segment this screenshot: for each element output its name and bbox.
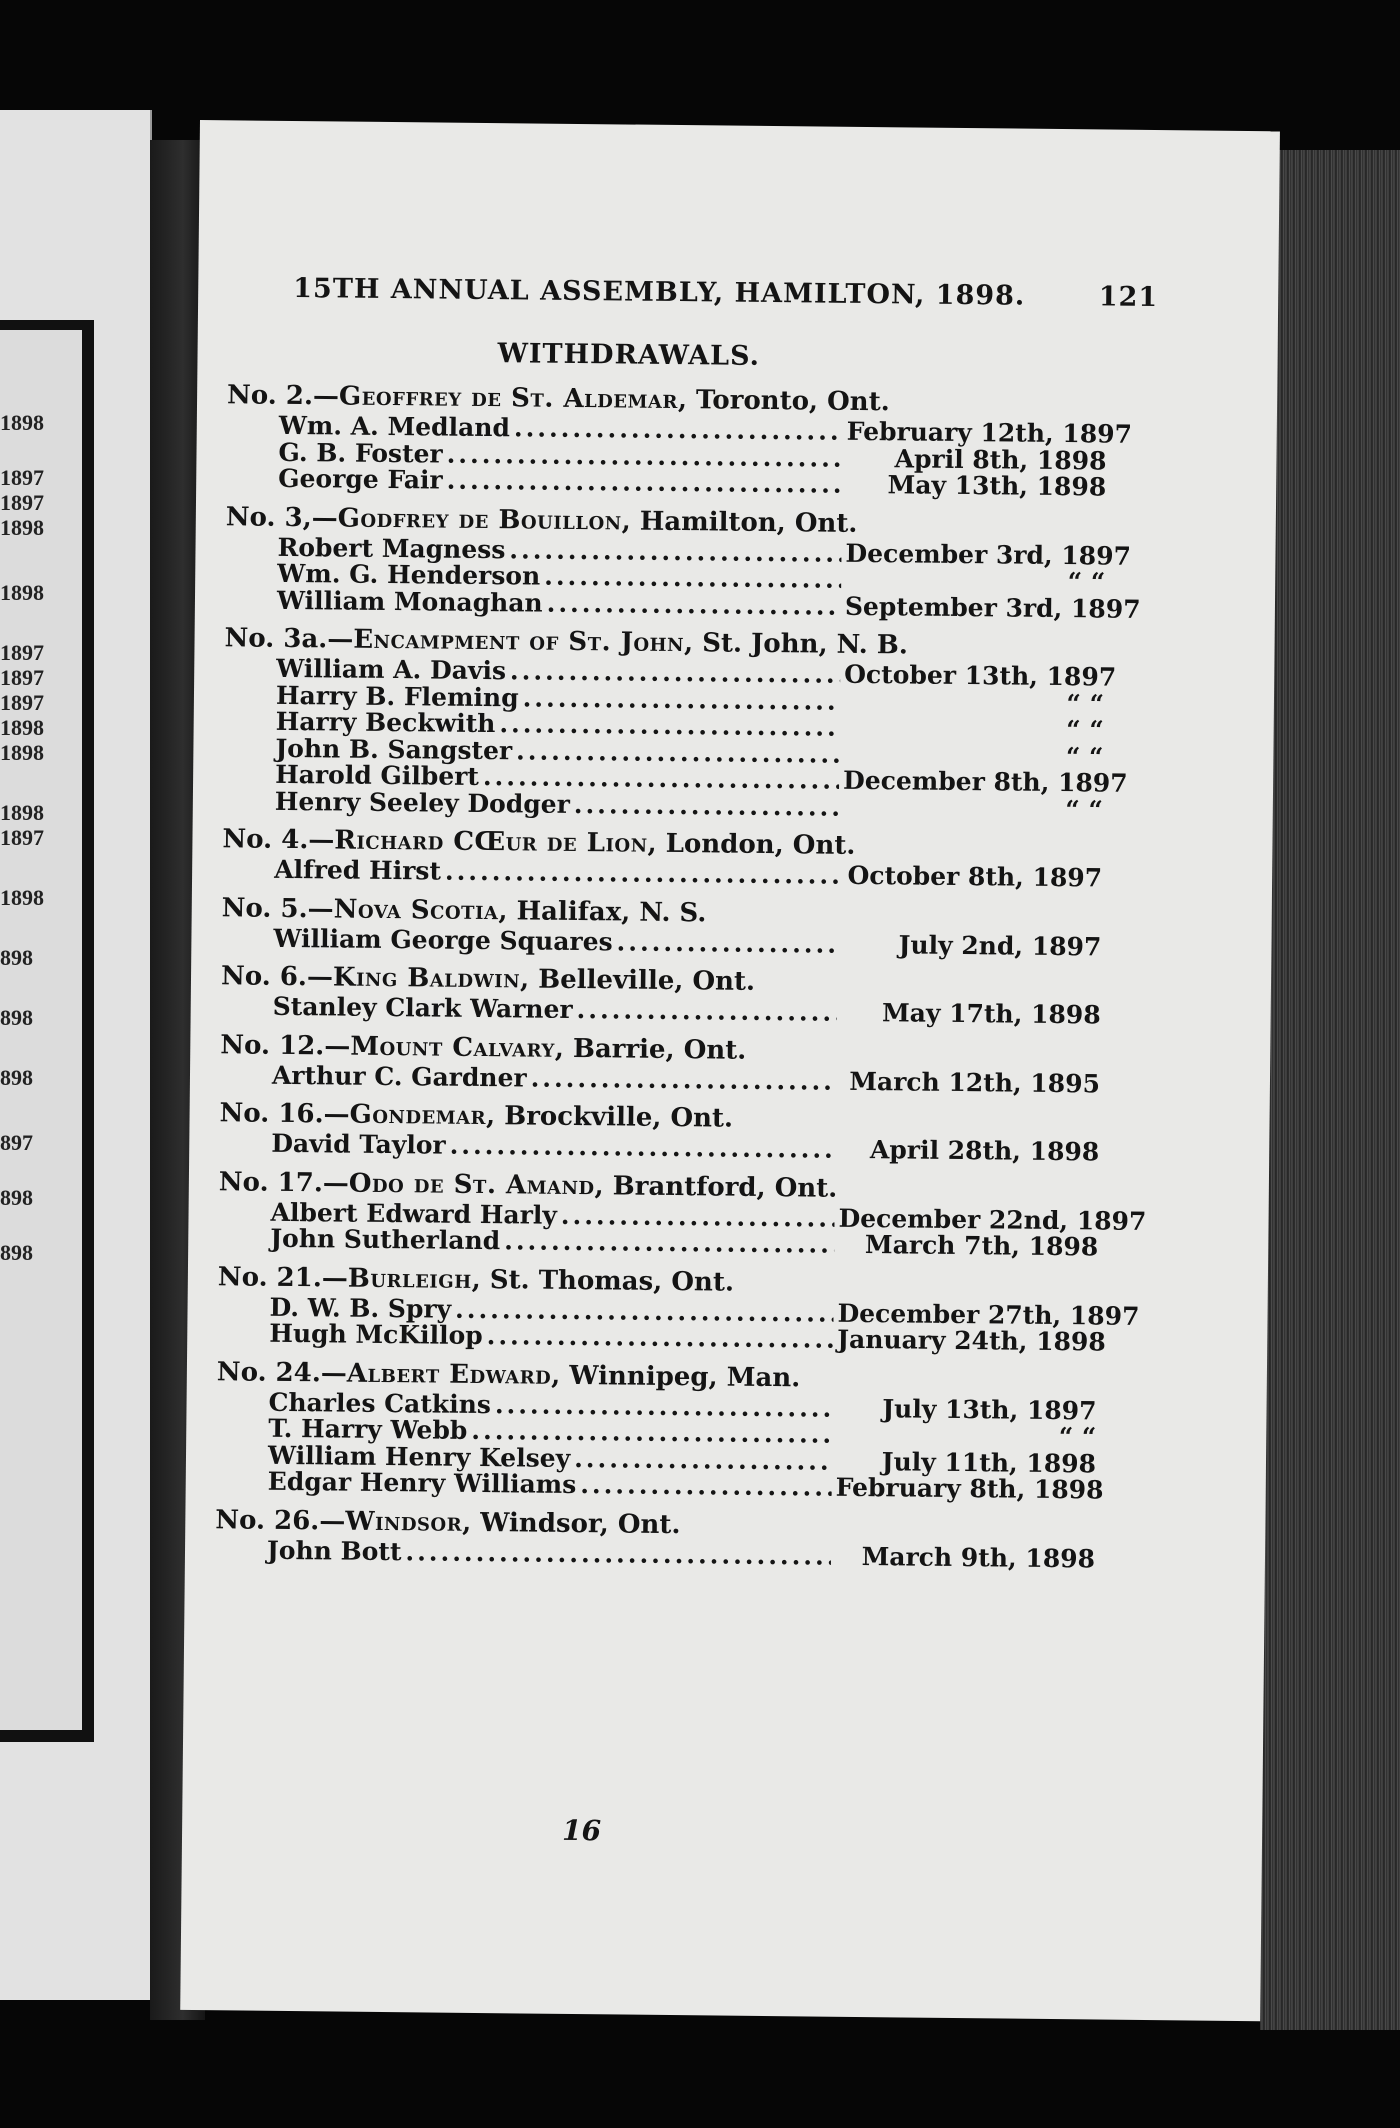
commandery-group	[217, 1260, 1140, 1357]
withdrawal-date: July 2nd, 1897	[898, 929, 1102, 961]
commandery-place: , Brantford, Ont.	[594, 1170, 838, 1204]
leader-dots	[580, 1472, 832, 1501]
withdrawal-date: “ “	[1065, 794, 1103, 824]
withdrawal-row	[220, 1062, 1100, 1098]
member-name: George Fair	[278, 463, 443, 495]
withdrawal-date: December 3rd, 1897	[845, 538, 1132, 571]
commandery-place: , Brockville, Ont.	[485, 1101, 734, 1134]
member-name: Harry B. Fleming	[275, 680, 519, 712]
leader-dots	[405, 1539, 831, 1570]
facing-page-year: 1897	[0, 690, 44, 715]
withdrawal-date: October 8th, 1897	[847, 860, 1103, 893]
commandery-name: Geoffrey de St. Aldemar	[338, 381, 679, 416]
facing-page-year: 1897	[0, 465, 44, 490]
facing-page-year: 1898	[0, 740, 44, 765]
commandery-place: , Barrie, Ont.	[554, 1033, 747, 1066]
withdrawal-date: December 22nd, 1897	[838, 1203, 1147, 1236]
page-number: 121	[1098, 281, 1159, 314]
facing-page-years	[0, 110, 80, 2000]
commandery-name: Richard CŒur de Lion	[334, 825, 648, 859]
withdrawal-row	[218, 1225, 1098, 1261]
member-name: T. Harry Webb	[268, 1413, 468, 1445]
leader-dots	[516, 738, 840, 768]
commandery-number: No. 16.—	[219, 1098, 350, 1130]
leader-dots	[499, 711, 840, 741]
leader-dots	[487, 1323, 834, 1353]
leader-dots	[445, 859, 838, 890]
member-name: Edgar Henry Williams	[267, 1466, 577, 1500]
commandery-name: Nova Scotia	[333, 893, 499, 926]
facing-page-year: 1897	[0, 640, 44, 665]
member-name: Albert Edward Harly	[270, 1197, 558, 1230]
withdrawal-row	[217, 1318, 1106, 1357]
member-name: D. W. B. Spry	[269, 1292, 452, 1324]
commandery-number: No. 6.—	[220, 961, 334, 993]
member-name: William A. Davis	[276, 653, 507, 686]
commandery-name: Mount Calvary	[350, 1031, 555, 1064]
commandery-place: , St. John, N. B.	[683, 628, 909, 661]
member-name: Wm. A. Medland	[278, 410, 511, 443]
page-content	[180, 120, 1280, 2021]
leader-dots	[576, 997, 836, 1026]
commandery-number: No. 5.—	[221, 892, 334, 924]
withdrawal-date: May 13th, 1898	[887, 470, 1107, 502]
facing-page-year: 1897	[0, 490, 44, 515]
commandery-group	[225, 500, 1141, 624]
member-name: Stanley Clark Warner	[272, 991, 573, 1024]
member-name: John Bott	[266, 1535, 402, 1566]
facing-page-year: 1898	[0, 715, 44, 740]
withdrawal-date: “ “	[1058, 1422, 1097, 1452]
withdrawal-date: January 24th, 1898	[837, 1324, 1106, 1357]
commandery-group	[215, 1503, 1096, 1573]
facing-page-year: 1898	[0, 885, 44, 910]
leader-dots	[504, 1228, 834, 1258]
page-edges	[1260, 150, 1400, 2030]
facing-page-year: 898	[0, 945, 33, 970]
leader-dots	[547, 590, 842, 620]
member-name: John Sutherland	[270, 1223, 501, 1256]
commandery-place: , Halifax, N. S.	[498, 895, 707, 928]
commandery-place: , Belleville, Ont.	[519, 964, 756, 997]
leader-dots	[447, 468, 843, 499]
leader-dots	[455, 1296, 834, 1326]
withdrawal-date: “ “	[1065, 741, 1104, 771]
withdrawal-date: March 7th, 1898	[864, 1230, 1099, 1262]
section-title: WITHDRAWALS.	[497, 338, 761, 372]
commandery-name: Burleigh	[347, 1263, 472, 1295]
commandery-place: , St. Thomas, Ont.	[471, 1264, 735, 1298]
facing-page-year: 898	[0, 1005, 33, 1030]
facing-page-year: 1897	[0, 665, 44, 690]
commandery-group	[221, 959, 1102, 1029]
commandery-group	[223, 621, 1128, 824]
commandery-place: , London, Ont.	[647, 828, 856, 861]
member-name: Henry Seeley Dodger	[274, 786, 571, 819]
withdrawal-date: March 9th, 1898	[861, 1541, 1096, 1573]
commandery-name: Encampment of St. John	[353, 624, 685, 659]
member-name: G. B. Foster	[278, 437, 443, 469]
commandery-place: , Toronto, Ont.	[677, 385, 890, 418]
leader-dots	[561, 1202, 835, 1231]
commandery-group	[219, 1096, 1100, 1166]
leader-dots	[574, 791, 839, 820]
withdrawal-row	[221, 925, 1101, 961]
withdrawal-date: December 27th, 1897	[837, 1298, 1140, 1331]
facing-page-year: 1898	[0, 410, 44, 435]
withdrawal-date: October 13th, 1897	[844, 659, 1117, 692]
commandery-number: No. 26.—	[215, 1504, 346, 1537]
member-name: Charles Catkins	[268, 1387, 492, 1419]
commandery-name: Windsor	[345, 1506, 463, 1538]
commandery-number: No. 12.—	[220, 1029, 351, 1062]
facing-page-year: 1897	[0, 825, 44, 850]
commandery-group	[216, 1355, 1104, 1505]
member-name: William Henry Kelsey	[267, 1440, 571, 1473]
member-name: Hugh McKillop	[269, 1318, 483, 1351]
leader-dots	[544, 564, 841, 594]
withdrawal-date: April 8th, 1898	[894, 443, 1107, 476]
withdrawal-date: May 17th, 1898	[881, 998, 1101, 1030]
commandery-group	[226, 378, 1133, 502]
leader-dots	[509, 537, 841, 567]
commandery-number: No. 3a.—	[224, 623, 354, 655]
facing-page-left	[0, 110, 152, 2000]
withdrawal-row	[219, 1130, 1099, 1166]
leader-dots	[514, 415, 843, 445]
signature-mark: 16	[561, 1813, 602, 1848]
member-name: Alfred Hirst	[274, 854, 442, 886]
commandery-number: No. 24.—	[216, 1356, 348, 1389]
commandery-number: No. 2.—	[226, 380, 340, 412]
withdrawal-date: July 11th, 1898	[881, 1446, 1097, 1478]
withdrawal-date: February 12th, 1897	[846, 416, 1133, 449]
commandery-group	[221, 891, 1102, 961]
withdrawal-date: February 8th, 1898	[835, 1472, 1104, 1505]
withdrawal-row	[225, 585, 1141, 624]
withdrawal-date: July 13th, 1897	[882, 1393, 1097, 1425]
facing-page-year: 898	[0, 1065, 33, 1090]
facing-page-year: 898	[0, 1185, 33, 1210]
commandery-place: , Winnipeg, Man.	[551, 1360, 801, 1393]
commandery-name: Odo de St. Amand	[348, 1168, 595, 1201]
facing-page-year: 897	[0, 1130, 33, 1155]
withdrawal-date: “ “	[1066, 715, 1104, 745]
book-page	[180, 120, 1280, 2021]
leader-dots	[523, 685, 841, 715]
commandery-number: No. 4.—	[222, 824, 335, 856]
withdrawal-row	[222, 856, 1102, 892]
member-name: Wm. G. Henderson	[277, 558, 541, 591]
leader-dots	[510, 658, 840, 688]
withdrawal-row	[221, 993, 1101, 1029]
commandery-group	[220, 1028, 1101, 1098]
commandery-name: Albert Edward	[346, 1358, 552, 1391]
facing-page-year: 1898	[0, 800, 44, 825]
commandery-place: , Windsor, Ont.	[462, 1507, 681, 1540]
running-head	[293, 272, 1159, 314]
member-name: William George Squares	[273, 923, 613, 956]
commandery-name: Gondemar	[349, 1099, 487, 1132]
member-name: William Monaghan	[276, 585, 543, 618]
facing-page-year: 898	[0, 1240, 33, 1265]
withdrawal-row	[216, 1466, 1104, 1505]
facing-page-year: 1898	[0, 515, 44, 540]
withdrawal-date: September 3rd, 1897	[844, 591, 1141, 624]
withdrawal-date: “ “	[1066, 688, 1105, 718]
leader-dots	[531, 1065, 837, 1095]
running-head-title: 15TH ANNUAL ASSEMBLY, HAMILTON, 1898.	[293, 272, 1026, 312]
withdrawal-row	[215, 1537, 1095, 1573]
commandery-name: King Baldwin	[332, 962, 521, 995]
withdrawal-date: March 12th, 1895	[849, 1066, 1101, 1098]
leader-dots	[495, 1392, 833, 1422]
member-name: Arthur C. Gardner	[271, 1060, 527, 1092]
leader-dots	[450, 1133, 836, 1164]
leader-dots	[617, 929, 838, 958]
withdrawal-date: April 28th, 1898	[869, 1135, 1100, 1167]
commandery-number: No. 17.—	[218, 1166, 350, 1199]
member-name: David Taylor	[271, 1128, 446, 1160]
commandery-number: No. 21.—	[217, 1261, 349, 1294]
withdrawal-row	[226, 465, 1106, 501]
commandery-group	[222, 822, 1103, 892]
withdrawal-date: “ “	[1067, 567, 1106, 597]
member-name: Harry Beckwith	[275, 706, 496, 739]
commandery-number: No. 3,—	[225, 501, 338, 533]
withdrawal-date: December 8th, 1897	[842, 765, 1128, 798]
withdrawals-list	[215, 378, 1147, 1580]
facing-page-year: 1898	[0, 580, 44, 605]
commandery-group	[218, 1165, 1147, 1262]
member-name: John B. Sangster	[275, 733, 513, 765]
leader-dots	[447, 441, 843, 472]
commandery-name: Godfrey de Bouillon	[337, 502, 622, 536]
member-name: Harold Gilbert	[275, 759, 480, 791]
leader-dots	[574, 1445, 832, 1474]
member-name: Robert Magness	[277, 532, 506, 564]
commandery-place: , Hamilton, Ont.	[621, 505, 858, 539]
